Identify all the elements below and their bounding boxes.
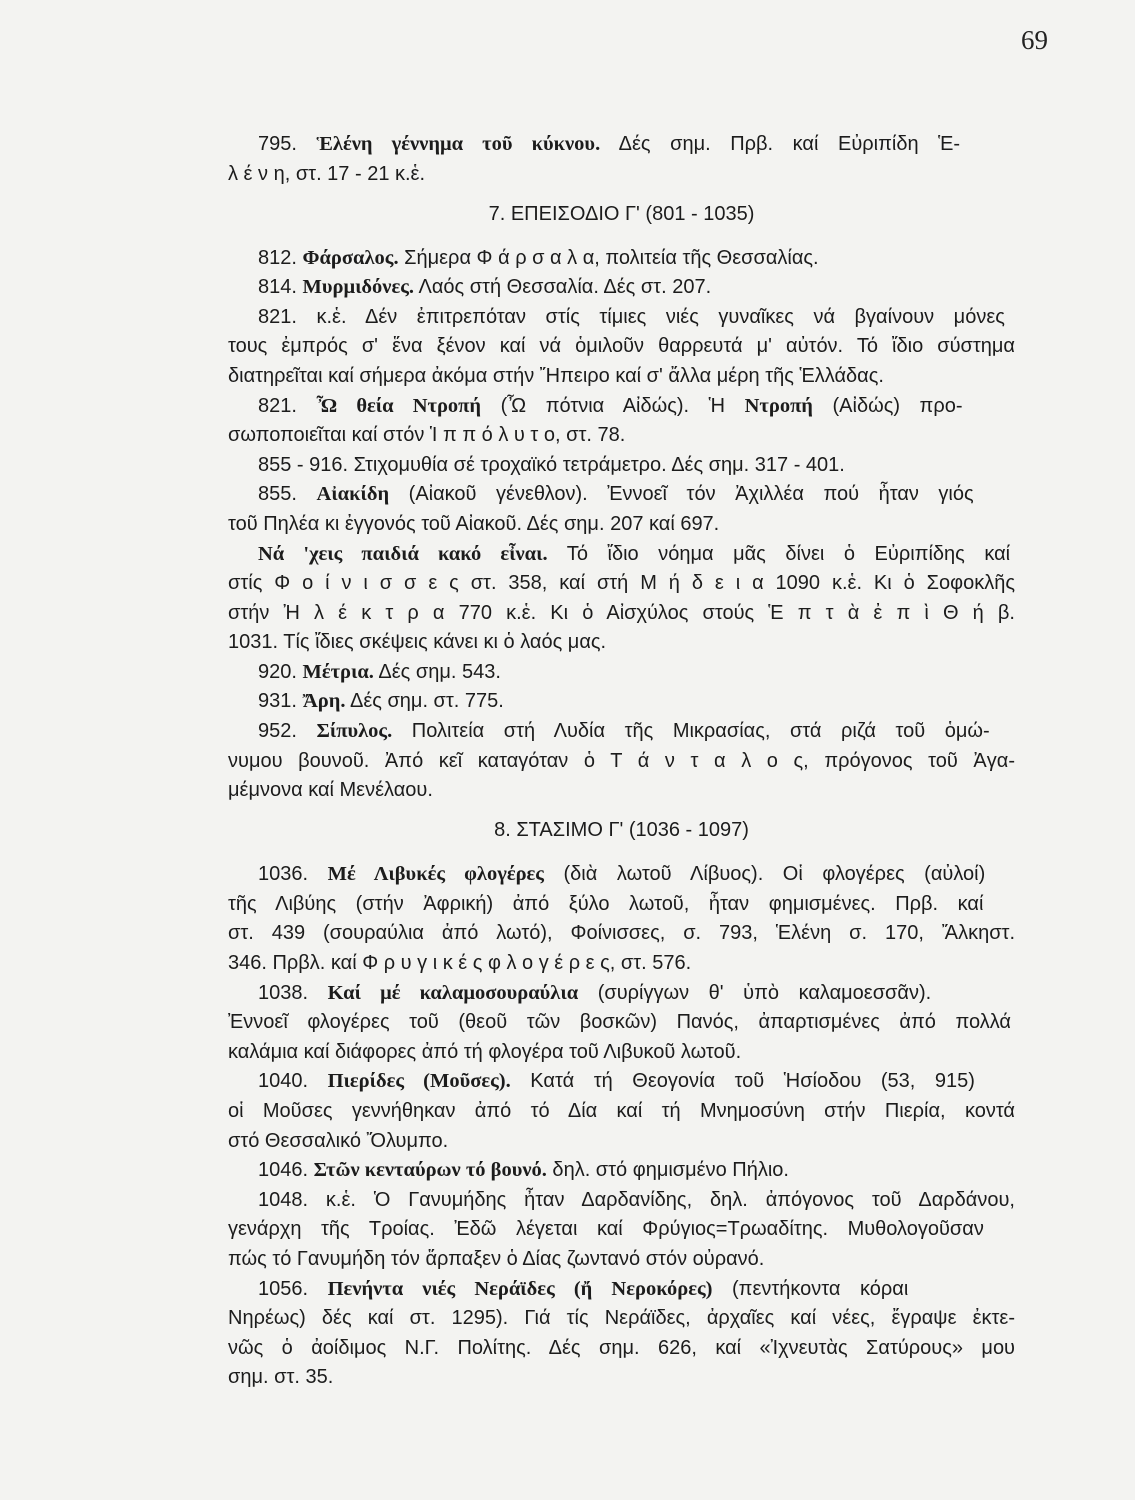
text-line xyxy=(228,421,1015,451)
text-run: 821. κ.ἑ. Δέν ἐπιτρεπόταν στίς τίμιες νιές γυναῖκες νά βγαίνουν μόνες xyxy=(258,305,1005,328)
text-line xyxy=(228,273,1015,303)
text-line xyxy=(228,1038,1015,1068)
text-line xyxy=(228,303,1015,333)
text-line xyxy=(228,362,1015,392)
text-line xyxy=(228,717,1015,747)
line-content xyxy=(228,1304,1015,1334)
bold-term: Ἑλένη γέννημα τοῦ κύκνου. xyxy=(316,133,601,155)
text-run: σωποποιεῖται καί στόν Ἱ π π ό λ υ τ ο, στ. 78. xyxy=(228,424,626,447)
text-run: λ έ ν η, στ. 17 - 21 κ.ἑ. xyxy=(228,162,426,185)
text-run: (πεντήκοντα κόραι xyxy=(712,1277,909,1300)
text-run: (Ὦ πότνια Αἰδώς). Ἡ xyxy=(481,394,745,417)
section-heading-text: 8. ΣΤΑΣΙΜΟ Γ' (1036 - 1097) xyxy=(494,819,749,842)
line-content xyxy=(228,1127,448,1157)
bold-term: Στῶν κενταύρων τό βουνό. xyxy=(313,1159,547,1182)
line-content xyxy=(228,362,884,392)
text-line xyxy=(228,244,1015,274)
bold-term: Καί μέ καλαμοσουραύλια xyxy=(327,981,579,1004)
line-content xyxy=(228,160,425,190)
text-column xyxy=(228,130,1015,1393)
line-content xyxy=(258,1275,908,1305)
line-content xyxy=(228,1363,333,1393)
text-line xyxy=(228,1304,1015,1334)
text-run: 931. xyxy=(258,690,303,713)
text-line xyxy=(228,1127,1015,1157)
text-run: Νηρέως) δές καί στ. 1295). Γιά τίς Νεράϊδες, ἀρχαῖες καί νέες, ἔγραψε ἐκτε- xyxy=(228,1307,1015,1330)
text-run: (Αἰακοῦ γένεθλον). Ἐννοεῖ τόν Ἀχιλλέα πού ἦταν γιός xyxy=(389,483,974,506)
text-run: γενάρχη τῆς Τροίας. Ἐδῶ λέγεται καί Φρύγιος=Τρωαδίτης. Μυθολογοῦσαν xyxy=(228,1218,984,1241)
text-line xyxy=(228,599,1015,629)
text-line xyxy=(228,658,1015,688)
text-line xyxy=(228,130,1015,160)
text-line xyxy=(228,332,1015,362)
text-line xyxy=(228,1275,1015,1305)
text-run: 814. xyxy=(258,276,303,299)
bold-term: Ἄρη. xyxy=(302,690,346,713)
text-run: 346. Πρβλ. καί Φ ρ υ γ ι κ έ ς φ λ ο γ έ ρ ε ς, στ. 576. xyxy=(228,952,692,974)
bold-term: Πιερίδες (Μοῦσες). xyxy=(327,1070,511,1093)
text-line xyxy=(228,1156,1015,1186)
text-line xyxy=(228,540,1015,570)
line-content xyxy=(258,273,711,303)
bold-term: Φάρσαλος. xyxy=(302,246,399,269)
section-heading xyxy=(228,200,1015,230)
line-content xyxy=(258,480,974,510)
text-run: Δές σημ. Πρβ. καί Εὐριπίδη Ἑ- xyxy=(600,133,961,155)
line-content xyxy=(258,1067,975,1097)
text-run: καλάμια καί διάφορες ἀπό τή φλογέρα τοῦ Λιβυκοῦ λωτοῦ. xyxy=(228,1040,742,1063)
bold-term: Μέτρια. xyxy=(302,660,374,683)
note-paragraph xyxy=(228,273,1015,303)
text-run: 1031. Τίς ἴδιες σκέψεις κάνει κι ὁ λαός μας. xyxy=(228,631,607,654)
text-line xyxy=(228,480,1015,510)
text-line xyxy=(228,1215,1015,1245)
text-run: (διὰ λωτοῦ Λίβυος). Οἱ φλογέρες (αὐλοί) xyxy=(543,863,986,886)
line-content xyxy=(258,540,1010,570)
note-paragraph xyxy=(228,451,1015,481)
note-paragraph xyxy=(228,244,1015,274)
note-paragraph xyxy=(228,130,1015,189)
text-run: (συρίγγων θ' ὑπὸ καλαμοεσσᾶν). xyxy=(578,981,932,1004)
text-line xyxy=(228,628,1015,658)
line-content xyxy=(228,1215,984,1245)
line-content xyxy=(228,949,691,979)
note-paragraph xyxy=(228,1156,1015,1186)
text-line xyxy=(228,979,1015,1009)
line-content xyxy=(228,421,625,451)
text-run: Δές σημ. στ. 775. xyxy=(345,690,504,713)
text-line xyxy=(228,1097,1015,1127)
line-content xyxy=(228,599,1015,629)
text-run: διατηρεῖται καί σήμερα ἀκόμα στήν Ἤπειρο καί σ' ἄλλα μέρη τῆς Ἑλλάδας. xyxy=(228,364,884,387)
text-line xyxy=(228,949,1015,979)
text-run: 1038. xyxy=(258,981,328,1004)
bold-term: Σίπυλος. xyxy=(316,720,393,743)
text-line xyxy=(228,1334,1015,1364)
text-run: 1040. xyxy=(258,1070,328,1093)
line-content xyxy=(228,776,433,806)
text-line xyxy=(228,160,1015,190)
note-paragraph xyxy=(228,717,1015,806)
line-content xyxy=(258,658,501,688)
text-run: 920. xyxy=(258,660,303,683)
text-run: Πολιτεία στή Λυδία τῆς Μικρασίας, στά ριζά τοῦ ὁμώ- xyxy=(392,720,990,743)
bold-term: Ὦ θεία Ντροπή xyxy=(316,394,482,417)
text-line xyxy=(228,747,1015,777)
line-content xyxy=(228,628,606,658)
line-content xyxy=(228,569,1015,599)
text-run: τους ἐμπρός σ' ἕνα ξένον καί νά ὁμιλοῦν θαρρευτά μ' αὐτόν. Τό ἴδιο σύστημα xyxy=(228,335,1015,358)
line-content xyxy=(258,451,845,481)
text-run: νυμου βουνοῦ. Ἀπό κεῖ καταγόταν ὁ Τ ά ν τ α λ ο ς, πρόγονος τοῦ Ἀγα- xyxy=(228,749,1015,772)
text-line xyxy=(228,776,1015,806)
line-content xyxy=(228,1038,741,1068)
line-content xyxy=(258,1186,1015,1216)
bold-term: Μέ Λιβυκές φλογέρες xyxy=(327,863,544,886)
text-run: τοῦ Πηλέα κι ἐγγονός τοῦ Αἰακοῦ. Δές σημ. 207 καί 697. xyxy=(228,512,720,535)
line-content xyxy=(258,1156,789,1186)
line-content xyxy=(258,717,990,747)
text-run: 1036. xyxy=(258,863,328,886)
note-paragraph xyxy=(228,860,1015,978)
text-run: 1056. xyxy=(258,1277,328,1300)
line-content xyxy=(258,392,963,422)
note-paragraph xyxy=(228,303,1015,392)
text-line xyxy=(228,1008,1015,1038)
text-run: 795. xyxy=(258,133,317,155)
bold-term: Ντροπή xyxy=(744,394,813,417)
text-run: στίς Φ ο ί ν ι σ σ ε ς στ. 358, καί στή Μ ή δ ε ι α 1090 κ.ἑ. Κι ὁ Σοφοκλῆς xyxy=(228,572,1015,595)
text-run: 821. xyxy=(258,394,317,417)
note-paragraph xyxy=(228,480,1015,539)
text-line xyxy=(228,1067,1015,1097)
line-content xyxy=(258,860,985,890)
text-line xyxy=(228,392,1015,422)
text-run: 1046. xyxy=(258,1159,314,1182)
text-run: 812. xyxy=(258,246,303,269)
line-content xyxy=(258,130,960,160)
line-content xyxy=(228,1245,764,1275)
text-run: Σήμερα Φ ά ρ σ α λ α, πολιτεία τῆς Θεσσαλίας. xyxy=(398,246,819,269)
line-content xyxy=(258,979,931,1009)
text-line xyxy=(228,919,1015,949)
text-line xyxy=(228,451,1015,481)
bold-term: Αἰακίδη xyxy=(316,483,390,506)
bold-term: Μυρμιδόνες. xyxy=(302,276,415,299)
text-run: στ. 439 (σουραύλια ἀπό λωτό), Φοίνισσες, σ. 793, Ἑλένη σ. 170, Ἄλκηστ. xyxy=(228,922,1015,945)
line-content xyxy=(228,1008,1011,1038)
text-line xyxy=(228,1186,1015,1216)
text-line xyxy=(228,860,1015,890)
text-run: στό Θεσσαλικό Ὄλυμπο. xyxy=(228,1129,449,1152)
line-content xyxy=(258,303,1005,333)
note-paragraph xyxy=(228,658,1015,688)
line-content xyxy=(228,332,1015,362)
line-content xyxy=(228,890,983,920)
note-paragraph xyxy=(228,1186,1015,1275)
line-content xyxy=(228,747,1015,777)
text-line xyxy=(228,569,1015,599)
bold-term: Πενήντα νιές Νεράϊδες (ἤ Νεροκόρες) xyxy=(327,1277,713,1300)
text-run: μέμνονα καί Μενέλαου. xyxy=(228,779,433,802)
line-content xyxy=(228,919,1015,949)
page-number: 69 xyxy=(1021,25,1048,55)
note-paragraph xyxy=(228,687,1015,717)
note-paragraph xyxy=(228,392,1015,451)
section-heading xyxy=(228,816,1015,846)
text-run: νῶς ὁ ἀοίδιμος Ν.Γ. Πολίτης. Δές σημ. 626, καί «Ἰχνευτὰς Σατύρους» μου xyxy=(228,1336,1015,1359)
text-run: δηλ. στό φημισμένο Πήλιο. xyxy=(546,1159,789,1182)
text-run: Τό ἴδιο νόημα μᾶς δίνει ὁ Εὐριπίδης καί xyxy=(547,542,1011,565)
text-run: Δές σημ. 543. xyxy=(373,660,501,683)
text-run: Λαός στή Θεσσαλία. Δές στ. 207. xyxy=(414,276,712,299)
line-content xyxy=(258,244,819,274)
text-run: 855. xyxy=(258,483,317,506)
text-run: στήν Ἠ λ έ κ τ ρ α 770 κ.ἑ. Κι ὁ Αἰσχύλος στούς Ἑ π τ ὰ ἐ π ὶ Θ ή β. xyxy=(228,601,1015,624)
bold-term: Νά 'χεις παιδιά κακό εἶναι. xyxy=(258,542,548,565)
note-paragraph xyxy=(228,540,1015,658)
text-run: 1048. κ.ἑ. Ὁ Γανυμήδης ἦταν Δαρδανίδης, δηλ. ἀπόγονος τοῦ Δαρδάνου, xyxy=(258,1188,1015,1211)
line-content xyxy=(228,1097,1015,1127)
text-line xyxy=(228,687,1015,717)
section-heading-text: 7. ΕΠΕΙΣΟΔΙΟ Γ' (801 - 1035) xyxy=(488,202,755,225)
text-run: (Αἰδώς) προ- xyxy=(812,394,963,417)
text-run: πώς τό Γανυμήδη τόν ἅρπαξεν ὁ Δίας ζωντανό στόν οὐρανό. xyxy=(228,1247,765,1270)
text-line xyxy=(228,510,1015,540)
text-run: οἱ Μοῦσες γεννήθηκαν ἀπό τό Δία καί τή Μνημοσύνη στήν Πιερία, κοντά xyxy=(228,1099,1015,1122)
text-line xyxy=(228,1363,1015,1393)
line-content xyxy=(228,1334,1015,1364)
note-paragraph xyxy=(228,1275,1015,1393)
text-run: Ἐννοεῖ φλογέρες τοῦ (θεοῦ τῶν βοσκῶν) Πανός, ἀπαρτισμένες ἀπό πολλά xyxy=(228,1011,1011,1034)
text-run: 855 - 916. Στιχομυθία σέ τροχαϊκό τετράμετρο. Δές σημ. 317 - 401. xyxy=(258,453,845,476)
text-run: Κατά τή Θεογονία τοῦ Ἡσίοδου (53, 915) xyxy=(510,1070,975,1093)
text-line xyxy=(228,1245,1015,1275)
text-run: σημ. στ. 35. xyxy=(228,1366,334,1389)
note-paragraph xyxy=(228,979,1015,1068)
text-run: τῆς Λιβύης (στήν Ἀφρική) ἀπό ξύλο λωτοῦ, ἦταν φημισμένες. Πρβ. καί xyxy=(228,892,984,915)
line-content xyxy=(258,687,504,717)
text-line xyxy=(228,890,1015,920)
line-content xyxy=(228,510,719,540)
note-paragraph xyxy=(228,1067,1015,1156)
text-run: 952. xyxy=(258,720,317,743)
